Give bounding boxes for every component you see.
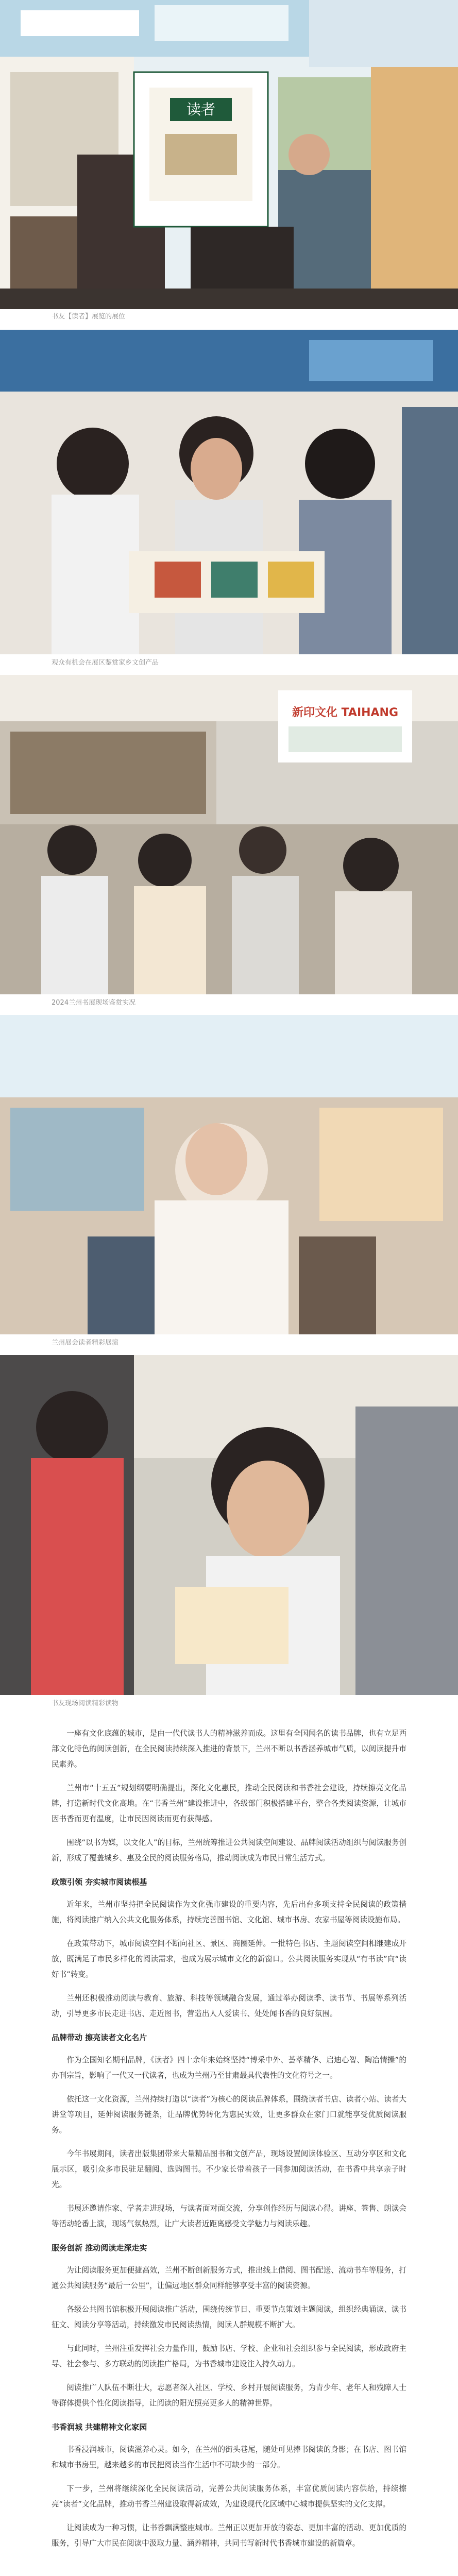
section-paragraph: 阅读推广人队伍不断壮大，志愿者深入社区、学校、乡村开展阅读服务，为青少年、老年人和残障人士等群体提供个性化阅读指导，让阅读的阳光照亮更多人的精神世界。 [52,2383,406,2408]
caption-4: 兰州展会读者精彩展演 [52,1339,119,1347]
section-paragraph: 与此同时，兰州注重发挥社会力量作用，鼓励书店、学校、企业和社会组织参与全民阅读，形成政府主导、社会参与、多方联动的阅读推广格局，为书香城市建设注入持久动力。 [52,2344,406,2368]
section-heading-3: 服务创新 推动阅读走深走实 [52,2243,147,2252]
caption-2: 观众有机会在展区鉴赏家乡文创产品 [52,659,159,667]
section-paragraph: 各级公共图书馆积极开展阅读推广活动，围绕传统节日、重要节点策划主题阅读，组织经典诵读、读书征文、阅读分享等活动，持续激发市民阅读热情，阅读人群规模不断扩大。 [52,2305,406,2329]
caption-5: 书友现场阅读精彩读物 [52,1700,119,1707]
section-paragraph: 依托这一文化资源，兰州持续打造以“读者”为核心的阅读品牌体系，围绕读者书店、读者小站、读者大讲堂等项目，延伸阅读服务链条，让品牌优势转化为惠民实效，让更多群众在家门口就能享受优质阅读服务。 [52,2095,406,2134]
photo-visitors-cultural-products [0,330,458,654]
section-paragraph: 近年来，兰州市坚持把全民阅读作为文化强市建设的重要内容，先后出台多项支持全民阅读的政策措施，将阅读推广纳入公共文化服务体系，持续完善图书馆、文化馆、城市书房、农家书屋等阅读设施布局。 [52,1900,406,1924]
section-paragraph: 让阅读成为一种习惯，让书香飘满整座城市。兰州正以更加开放的姿态、更加丰富的活动、更加优质的服务，引导广大市民在阅读中汲取力量、涵养精神，共同书写新时代书香城市建设的新篇章。 [52,2523,406,2548]
intro-paragraph: 兰州市“十五五”规划纲要明确提出，深化文化惠民，推动全民阅读和书香社会建设，持续擦亮文化品牌，打造新时代文化高地。在“书香兰州”建设推进中，各级部门积极搭建平台，整合各类阅读资源，让城市因书香而更有温度，让市民因阅读而更有获得感。 [52,1784,406,1823]
section-paragraph: 作为全国知名期刊品牌，《读者》四十余年来始终坚持“博采中外、荟萃精华、启迪心智、陶冶情操”的办刊宗旨，影响了一代又一代读者，也成为兰州乃至甘肃最具代表性的文化符号之一。 [52,2056,406,2080]
section-paragraph: 在政策带动下，城市阅读空间不断向社区、景区、商圈延伸。一批特色书店、主题阅读空间相继建成开放，既满足了市民多样化的阅读需求，也成为展示城市文化的新窗口。公共阅读服务实现从“有书读”向“读好书”转变。 [52,1939,406,1979]
section-paragraph: 书香浸润城市，阅读滋养心灵。如今，在兰州的街头巷尾，随处可见捧书阅读的身影；在书店、图书馆和城市书房里，越来越多的市民把阅读当作生活中不可缺少的一部分。 [52,2445,406,2469]
booth-sign-text: 读者 [186,101,216,118]
section-heading-1: 政策引领 夯实城市阅读根基 [52,1877,147,1887]
section-paragraph: 下一步，兰州将继续深化全民阅读活动，完善公共阅读服务体系，丰富优质阅读内容供给，持续擦亮“读者”文化品牌，推动书香兰州建设取得新成效，为建设现代化区域中心城市提供坚实的文化支撑。 [52,2484,406,2509]
fair-sign-text: 新印文化 TAIHANG [292,706,399,719]
caption-1: 书友【读者】展览的展位 [52,313,126,320]
intro-paragraph: 围绕“以书为媒，以文化人”的目标，兰州统筹推进公共阅读空间建设、品牌阅读活动组织与阅读服务创新，形成了覆盖城乡、惠及全民的阅读服务格局，推动阅读成为市民日常生活方式。 [52,1838,406,1862]
section-paragraph: 兰州还积极推动阅读与教育、旅游、科技等领域融合发展，通过举办阅读季、读书节、书展等系列活动，引导更多市民走进书店、走近图书，营造出人人爱读书、处处闻书香的良好氛围。 [52,1994,406,2018]
photo-bookfair-scene [0,675,458,994]
intro-paragraph: 一座有文化底蕴的城市，是由一代代读书人的精神滋养而成。这里有全国闻名的读书品牌，也有立足西部文化特色的阅读创新，在全民阅读持续深入推进的背景下，兰州不断以书香涵养城市气质，以阅读提升市民素养。 [52,1729,406,1769]
photo-reader-booth [0,0,458,309]
section-paragraph: 书展还邀请作家、学者走进现场，与读者面对面交流，分享创作经历与阅读心得。讲座、签售、朗读会等活动轮番上演，现场气氛热烈，让广大读者近距离感受文学魅力与阅读乐趣。 [52,2204,406,2228]
caption-3: 2024兰州书展现场鉴赏实况 [52,999,136,1007]
section-heading-4: 书香润城 共建精神文化家园 [52,2422,147,2432]
photo-performance [0,1015,458,1334]
section-heading-2: 品牌带动 擦亮读者文化名片 [52,2033,147,2042]
section-paragraph: 为让阅读服务更加便捷高效，兰州不断创新服务方式，推出线上借阅、图书配送、流动书车等服务，打通公共阅读服务“最后一公里”，让偏远地区群众同样能够享受丰富的阅读资源。 [52,2266,406,2290]
photo-reading [0,1355,458,1695]
article-body [0,1726,458,2560]
section-paragraph: 今年书展期间，读者出版集团带来大量精品图书和文创产品，现场设置阅读体验区、互动分享区和文化展示区，吸引众多市民驻足翻阅、选购图书。不少家长带着孩子一同参加阅读活动，在书香中共享亲子时光。 [52,2149,406,2189]
